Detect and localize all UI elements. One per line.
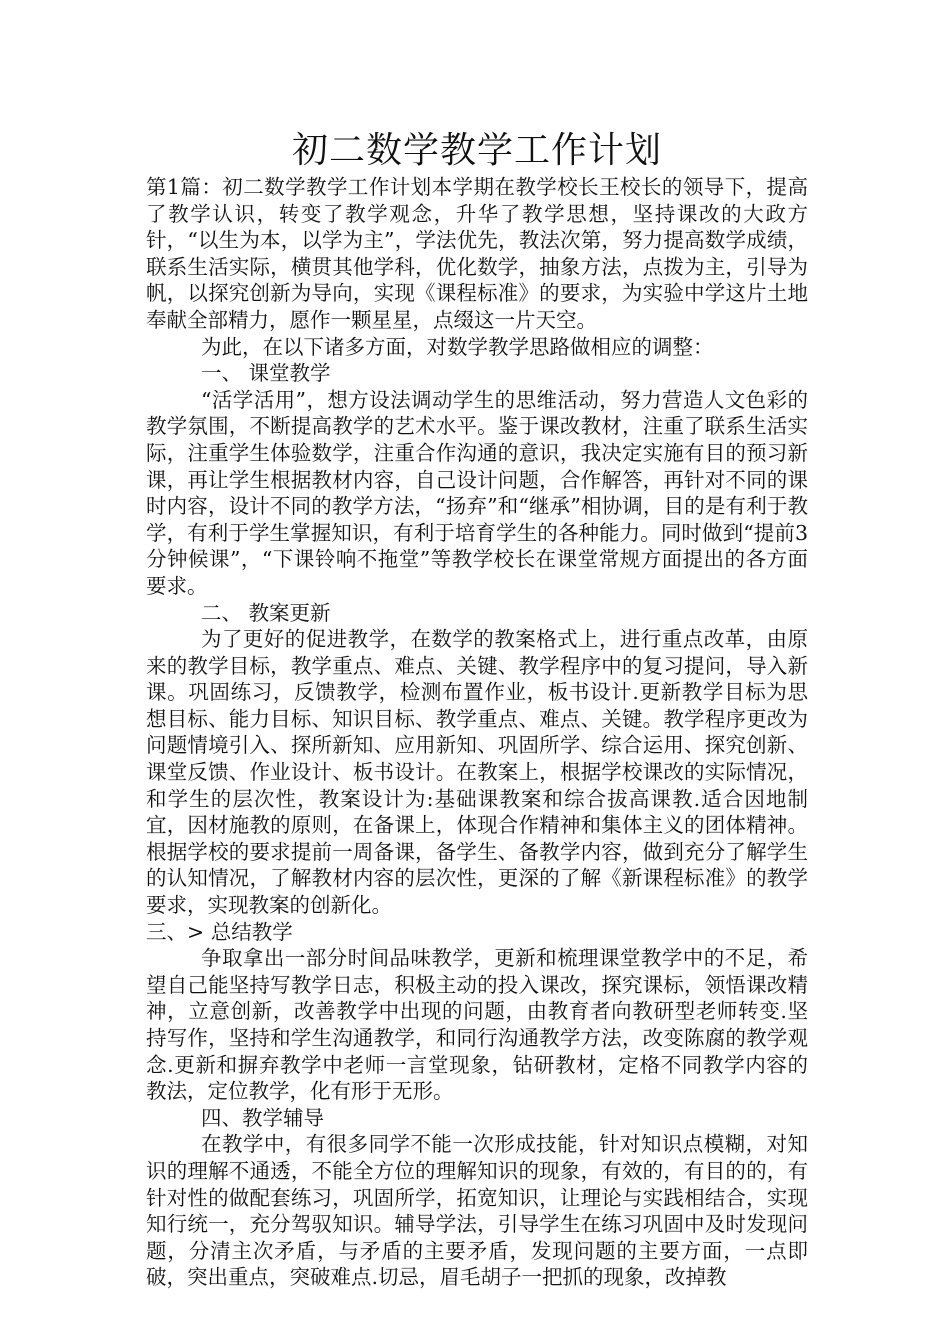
section-heading-classroom-teaching: 一、 课堂教学 — [201, 361, 331, 386]
section-heading-tutoring: 四、教学辅导 — [201, 1105, 324, 1130]
section-heading-lesson-plan-update: 二、 教案更新 — [201, 600, 331, 625]
lesson-plan-paragraph: 为了更好的促进教学，在数学的教案格式上，进行重点改革，由原来的教学目标，教学重点、难点、关键、教学程序中的复习提问，导入新课。巩固练习，反馈教学，检测布置作业，板书设计.更新教学目标为思想目标、能力目标、知识目标、教学重点、难点、关键。教学程序更改为问题情境引入、探所新知、应用新知、巩固所学、综合运用、探究创新、课堂反馈、作业设计、板书设计。在教案上，根据学校课改的实际情况，和学生的层次性，教案设计为:基础课教案和综合拔高课教.适合因地制宜，因材施教的原则，在备课上，体现合作精神和集体主义的团体精神。根据学校的要求提前一周备课，备学生、备教学内容，做到充分了解学生的认知情况，了解教材内容的层次性，更深的了解《新课程标准》的教学要求，实现教案的创新化。 — [146, 627, 808, 918]
summary-teaching-paragraph: 争取拿出一部分时间品味教学，更新和梳理课堂教学中的不足，希望自己能坚持写教学日志，积极主动的投入课改，探究课标，领悟课改精神，立意创新，改善教学中出现的问题，由教育者向教研型老师转变.坚持写作，坚持和学生沟通教学，和同行沟通教学方法，改变陈腐的教学观念.更新和摒弃教学中老师一言堂现象，钻研教材，定格不同教学内容的教法，定位教学，化有形于无形。 — [146, 946, 808, 1104]
classroom-teaching-paragraph: “活学活用”，想方设法调动学生的思维活动，努力营造人文色彩的教学氛围，不断提高教学的艺术水平。鉴于课改教材，注重了联系生活实际，注重学生体验数学，注重合作沟通的意识，我决定实施有目的预习新课，再让学生根据教材内容，自己设计问题，合作解答，再针对不同的课时内容，设计不同的教学方法，“扬弃”和“继承”相协调，目的是有利于教学，有利于学生掌握知识，有利于培育学生的各种能力。同时做到“提前3分钟候课”，“下课铃响不拖堂”等教学校长在课堂常规方面提出的各方面要求。 — [146, 387, 808, 598]
document-page — [146, 128, 808, 1291]
document-title: 初二数学教学工作计划 — [291, 130, 662, 171]
section-heading-summary-teaching: 三、> 总结教学 — [146, 919, 293, 944]
transition-paragraph: 为此，在以下诸多方面，对数学教学思路做相应的调整： — [201, 334, 714, 359]
intro-paragraph: 第1篇：初二数学教学工作计划本学期在教学校长王校长的领导下，提高了教学认识，转变了教学观念，升华了教学思想，坚持课改的大政方针，“以生为本，以学为主”，学法优先，教法次第，努力提高数学成绩，联系生活实际，横贯其他学科，优化数学，抽象方法，点拨为主，引导为帆，以探究创新为导向，实现《课程标准》的要求，为实验中学这片土地奉献全部精力，愿作一颗星星，点缀这一片天空。 — [146, 175, 808, 332]
tutoring-paragraph: 在教学中，有很多同学不能一次形成技能，针对知识点模糊，对知识的理解不通透，不能全方位的理解知识的现象，有效的，有目的的，有针对性的做配套练习，巩固所学，拓宽知识，让理论与实践相结合，实现知行统一，充分驾驭知识。辅导学法，引导学生在练习巩固中及时发现问题，分清主次矛盾，与矛盾的主要矛盾，发现问题的主要方面，一点即破，突出重点，突破难点.切忌，眉毛胡子一把抓的现象，改掉教 — [146, 1132, 808, 1290]
